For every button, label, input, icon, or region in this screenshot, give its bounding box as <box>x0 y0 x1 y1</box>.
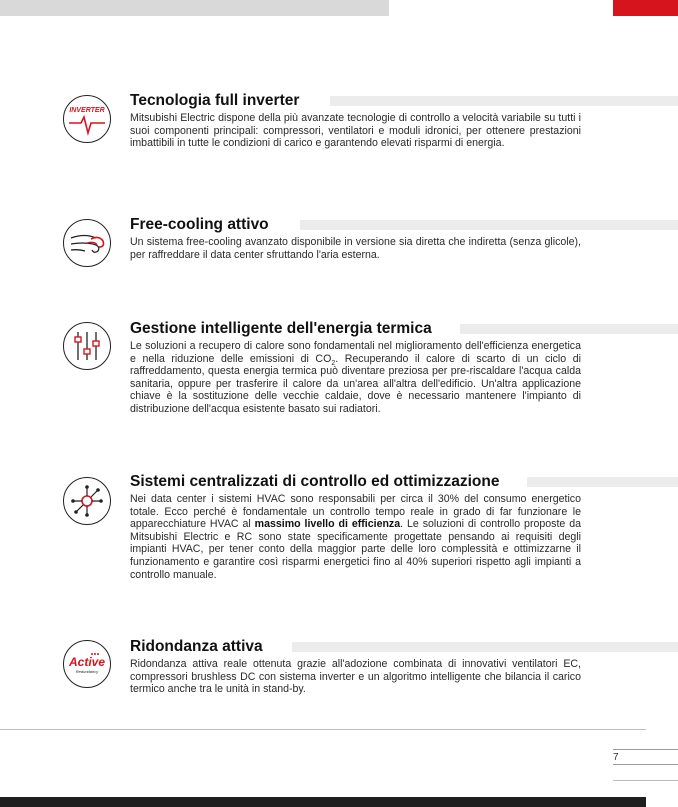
title-rule <box>460 324 678 334</box>
section-body <box>130 340 581 416</box>
wind-icon <box>63 219 111 267</box>
section-body: Ridondanza attiva reale ottenuta grazie all'adozione combinata di innovativi ventilatori EC, compressori brushless DC con sistema inverter e un algoritmo intelligente che bilancia il carico termico anche tra le unità in stand-by. <box>130 658 581 696</box>
active-icon-label: Active <box>68 655 106 669</box>
section-title: Ridondanza attiva <box>130 638 263 655</box>
header-red-tab <box>613 0 678 16</box>
title-rule <box>330 96 678 106</box>
title-rule <box>300 220 678 230</box>
body-text-bold: massimo livello di efficienza <box>254 518 401 531</box>
co2-subscript: 2 <box>331 359 336 367</box>
body-text-post: . Le soluzioni di controllo proposte da Mitsubishi Electric e RC sono state specificamente progettate pensando ai requisiti degli impianti HVAC, per tener conto della maggior parte delle loro complessità e ottimizzarne il funzionamento e garantire così risparmi energetici fino al 40% superiori rispetto agli impianti a controllo manuale. <box>130 518 581 581</box>
sliders-icon <box>63 322 111 370</box>
section-body: Mitsubishi Electric dispone della più avanzate tecnologie di controllo a velocità variabile su tutti i suoi componenti principali: compressori, ventilatori e moduli idronici, per ottenere prestazioni imbattibili in tutte le condizioni di carico e garantendo elevati risparmi di energia. <box>130 112 581 150</box>
body-text-pre: Le soluzioni a recupero di calore sono fondamentali nel miglioramento dell'efficienza energetica e nella riduzione delle emissioni di CO <box>130 340 581 365</box>
page-number-rule-extra <box>613 780 678 781</box>
body-text-pre: Nei data center i sistemi HVAC sono responsabili per circa il 30% del consumo energetico totale. Ecco perché è fondamentale un controllo tempo reale in grado di far funzionare le apparecchiature HVAC al <box>130 493 581 531</box>
inverter-icon-label: INVERTER <box>69 107 105 114</box>
redundancy-icon-label: Redundancy <box>75 669 99 674</box>
section-title: Tecnologia full inverter <box>130 92 300 109</box>
active-redundancy-icon <box>63 640 111 688</box>
footer-bar <box>0 797 646 807</box>
title-rule <box>292 642 678 652</box>
network-icon <box>63 477 111 525</box>
page-number-rule-bottom <box>613 764 678 765</box>
page-number: 7 <box>613 752 619 763</box>
section-full-inverter <box>0 92 678 172</box>
section-body: Un sistema free-cooling avanzato disponibile in versione sia diretta che indiretta (senza glicole), per raffreddare il data center sfruttando l'aria esterna. <box>130 236 581 261</box>
title-rule <box>527 477 678 487</box>
section-title: Free-cooling attivo <box>130 216 269 233</box>
section-free-cooling <box>0 216 678 266</box>
page-number-rule-top <box>613 749 678 750</box>
section-body <box>130 493 581 581</box>
section-sistemi-centralizzati <box>0 473 678 593</box>
section-ridondanza-attiva <box>0 638 678 708</box>
body-text-post: . Recuperando il calore di scarto di un ciclo di raffreddamento, questa energia termica può diventare preziosa per pre-riscaldare l'acqua calda sanitaria, oppure per trasferire il calore da un'area all'altra dell'edificio. Un'altra applicazione chiave è la sostituzione delle vecchie caldaie, dove è necessario mantenere l'impianto di distribuzione dell'acqua esistente basato sui radiatori. <box>130 352 581 415</box>
section-title: Gestione intelligente dell'energia termica <box>130 320 432 337</box>
header-gray-bar <box>0 0 389 16</box>
section-title: Sistemi centralizzati di controllo ed ottimizzazione <box>130 473 500 490</box>
inverter-icon <box>63 95 111 143</box>
section-energia-termica <box>0 320 678 430</box>
bottom-divider <box>0 729 646 730</box>
